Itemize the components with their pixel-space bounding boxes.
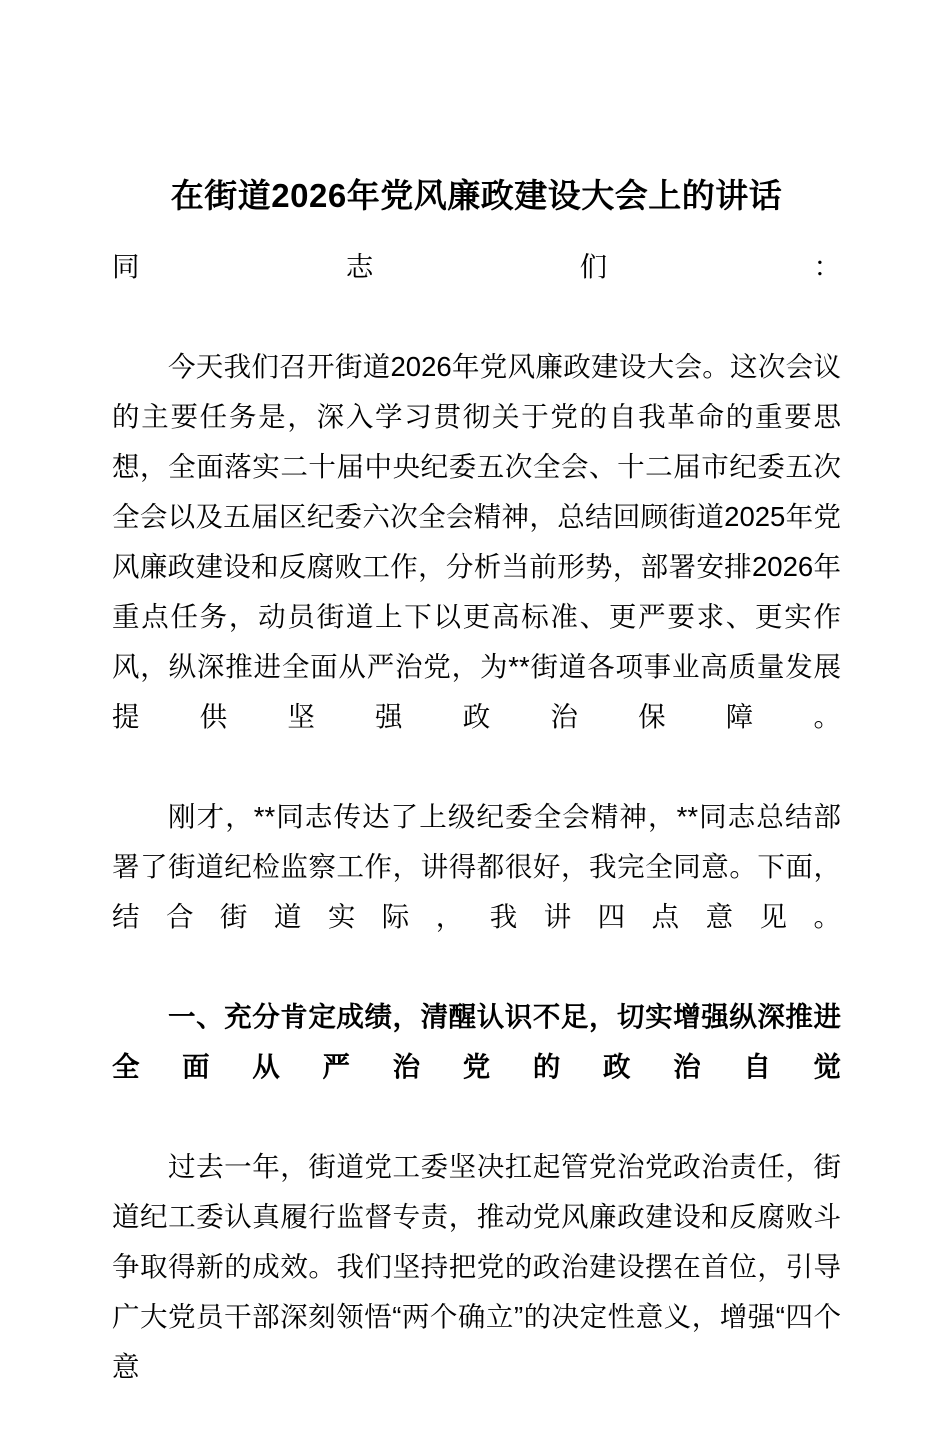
document-title: 在街道2026年党风廉政建设大会上的讲话 bbox=[170, 177, 783, 214]
paragraph-previous-remarks: 刚才，**同志传达了上级纪委全会精神，**同志总结部署了街道纪检监察工作，讲得都很好，我完全同意。下面，结合街道实际，我讲四点意见。 bbox=[112, 801, 841, 932]
section-heading-one: 一、充分肯定成绩，清醒认识不足，切实增强纵深推进全面从严治党的政治自觉 bbox=[112, 1001, 841, 1082]
salutation-line: 同志们： bbox=[112, 251, 841, 282]
paragraph-past-year-review: 过去一年，街道党工委坚决扛起管党治党政治责任，街道纪工委认真履行监督专责，推动党风廉政建设和反腐败斗争取得新的成效。我们坚持把党的政治建设摆在首位，引导广大党员干部深刻领悟“两个确立”的决定性意义，增强“四个意 bbox=[112, 1151, 841, 1382]
paragraph-meeting-purpose: 今天我们召开街道2026年党风廉政建设大会。这次会议的主要任务是，深入学习贯彻关于党的自我革命的重要思想，全面落实二十届中央纪委五次全会、十二届市纪委五次全会以及五届区纪委六次全会精神，总结回顾街道2025年党风廉政建设和反腐败工作，分析当前形势，部署安排2026年重点任务，动员街道上下以更高标准、更严要求、更实作风，纵深推进全面从严治党，为**街道各项事业高质量发展提供坚强政治保障。 bbox=[112, 351, 841, 732]
document-body bbox=[112, 172, 841, 1442]
